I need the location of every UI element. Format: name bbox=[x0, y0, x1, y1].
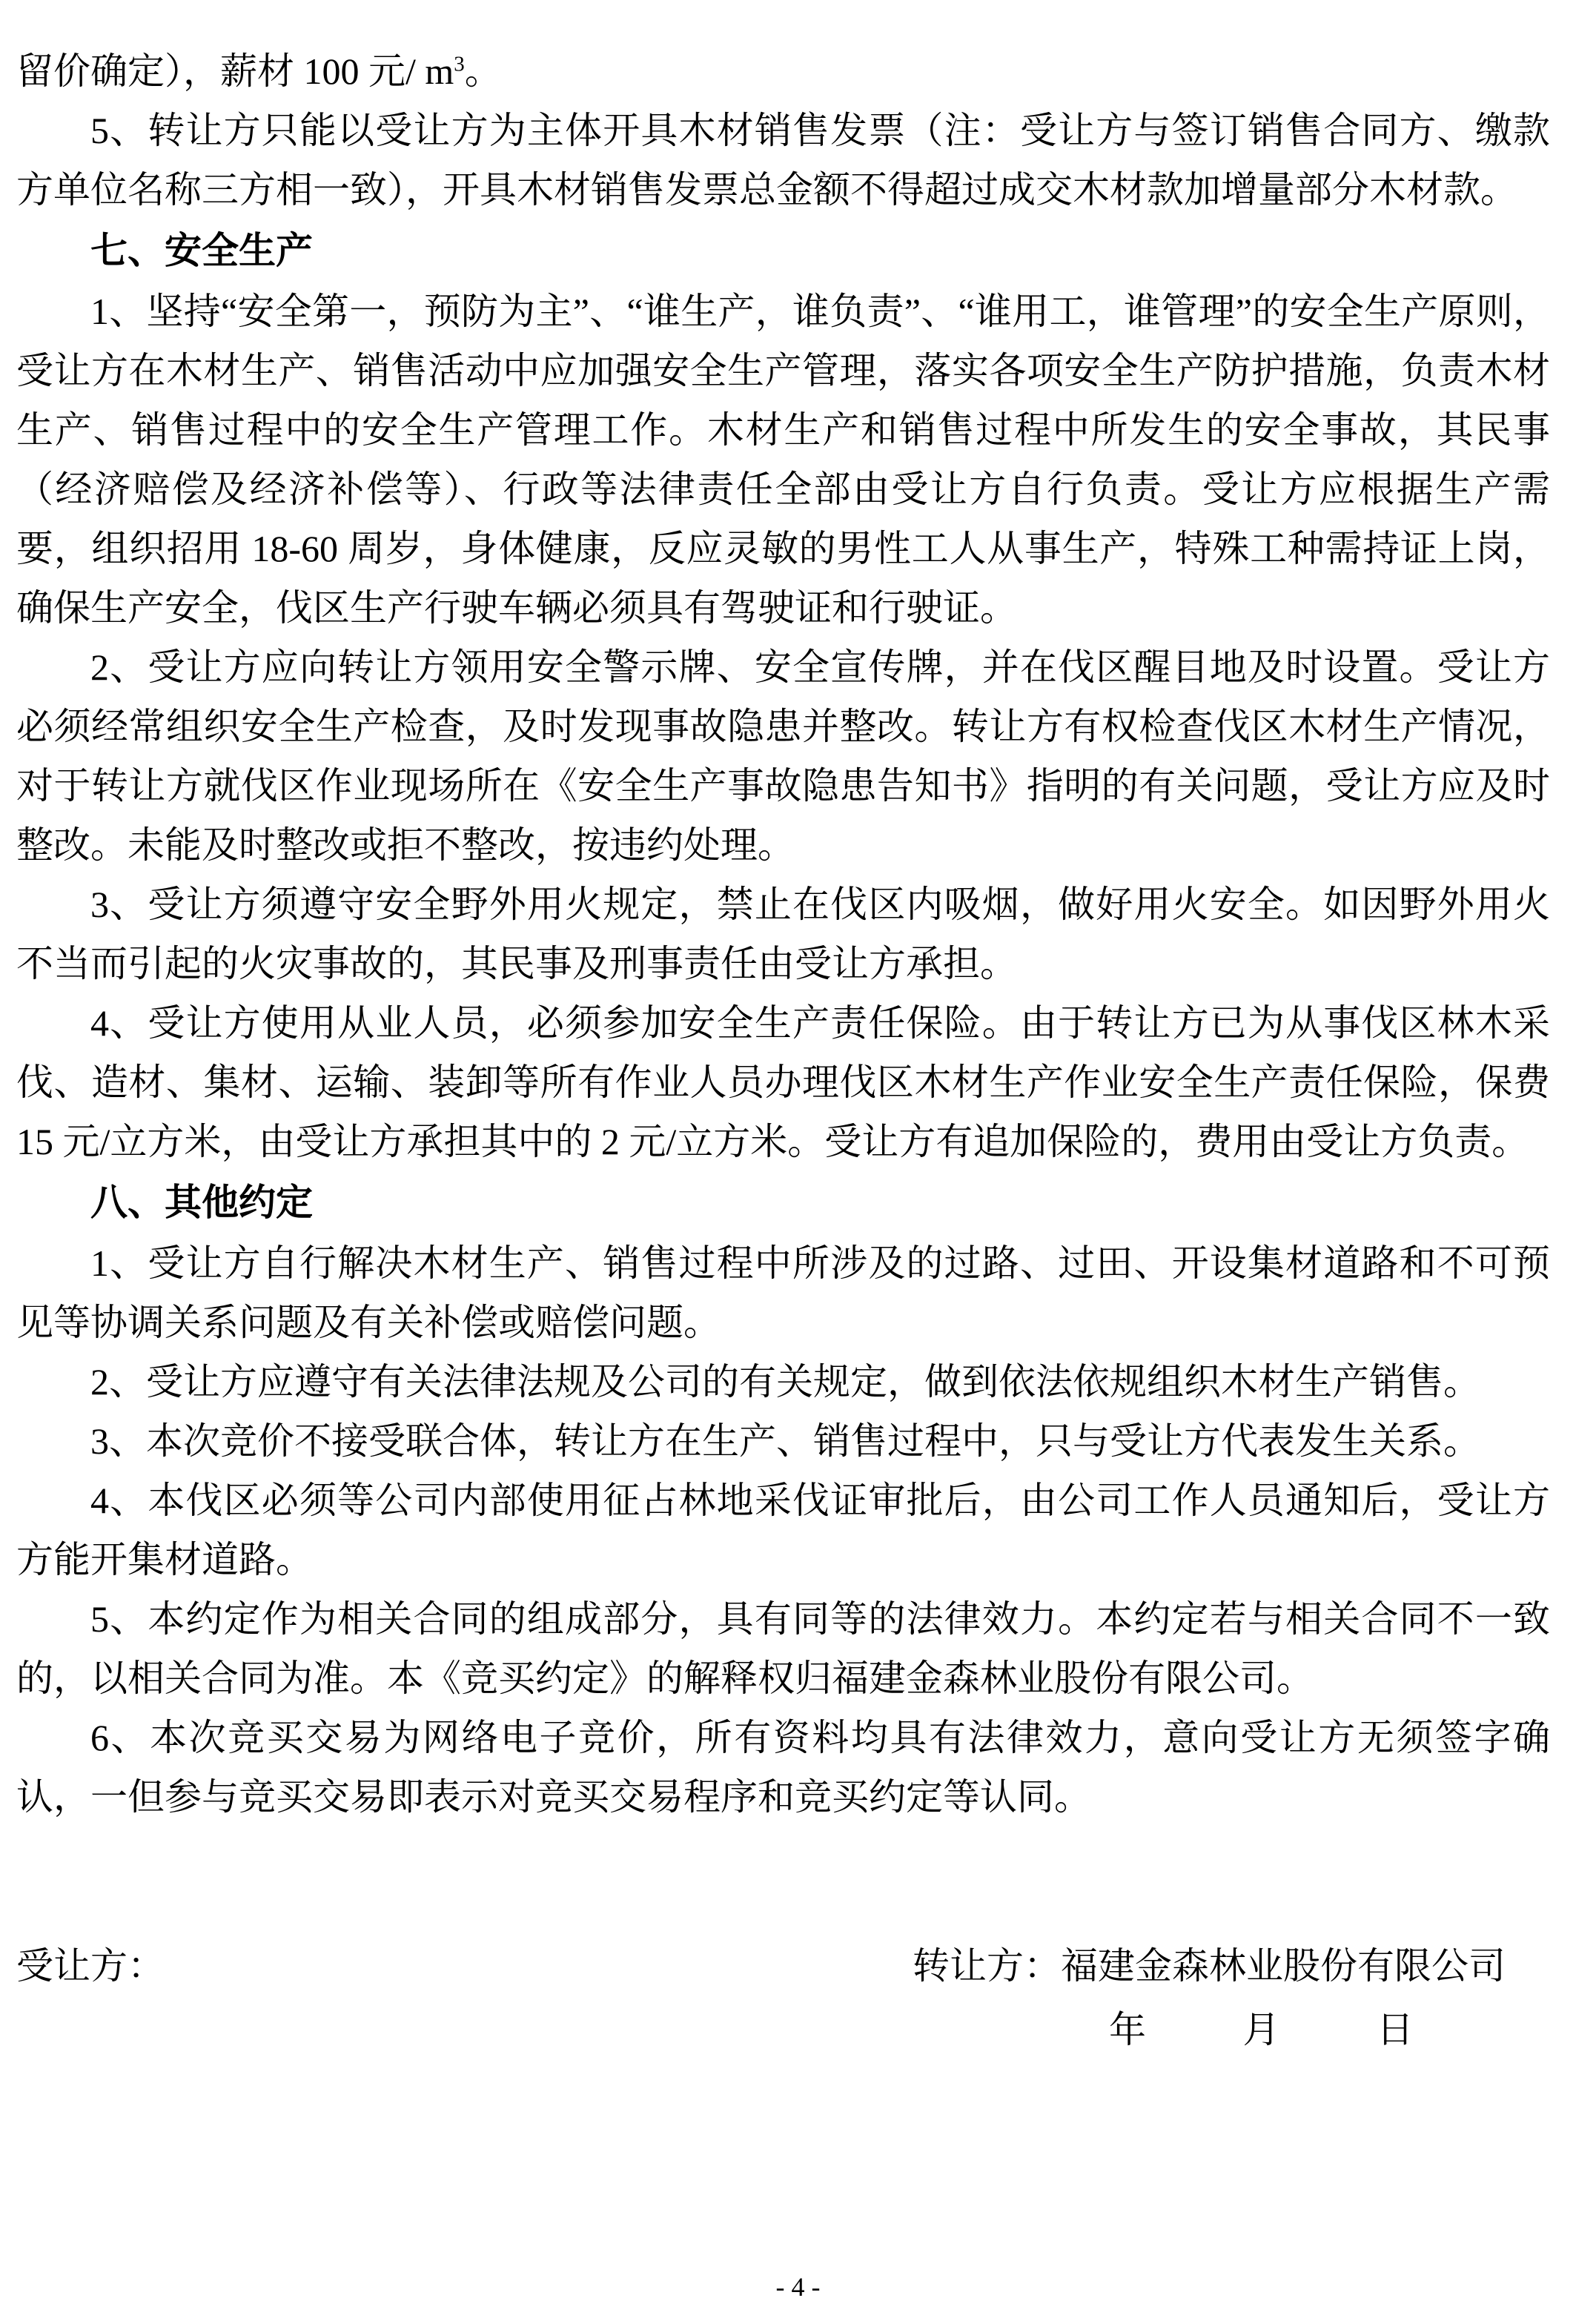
safety-clause-1: 1、坚持“安全第一，预防为主”、“谁生产，谁负责”、“谁用工，谁管理”的安全生产原则，受让方在木材生产、销售活动中应加强安全生产管理，落实各项安全生产防护措施，负责木材生产、销售过程中的安全生产管理工作。木材生产和销售过程中所发生的安全事故，其民事（经济赔偿及经济补偿等）、行政等法律责任全部由受让方自行负责。受让方应根据生产需要，组织招用 18-60 周岁，身体健康，反应灵敏的男性工人从事生产，特殊工种需持证上岗，确保生产安全，伐区生产行驶车辆必须具有驾驶证和行驶证。 bbox=[16, 291, 1550, 629]
clause-invoice: 5、转让方只能以受让方为主体开具木材销售发票（注：受让方与签订销售合同方、缴款方单位名称三方相一致），开具木材销售发票总金额不得超过成交木材款加增量部分木材款。 bbox=[16, 110, 1550, 211]
safety-clause-3: 3、受让方须遵守安全野外用火规定，禁止在伐区内吸烟，做好用火安全。如因野外用火不当而引起的火灾事故的，其民事及刑事责任由受让方承担。 bbox=[16, 884, 1550, 984]
date-day-label: 日 bbox=[1377, 2009, 1414, 2050]
cubic-meter-superscript: 3 bbox=[454, 52, 465, 76]
section-8-heading-other-agreements: 八、其他约定 bbox=[90, 1182, 313, 1223]
safety-clause-4: 4、受让方使用从业人员，必须参加安全生产责任保险。由于转让方已为从事伐区林木采伐、造材、集材、运输、装卸等所有作业人员办理伐区木材生产作业安全生产责任保险，保费 15 元/立方米，由受让方承担其中的 2 元/立方米。受让方有追加保险的，费用由受让方负责。 bbox=[16, 1002, 1550, 1162]
other-clause-5: 5、本约定作为相关合同的组成部分，具有同等的法律效力。本约定若与相关合同不一致的，以相关合同为准。本《竞买约定》的解释权归福建金森林业股份有限公司。 bbox=[16, 1598, 1550, 1699]
other-clause-3: 3、本次竞价不接受联合体，转让方在生产、销售过程中，只与受让方代表发生关系。 bbox=[90, 1420, 1480, 1462]
section-7-heading-safety-production: 七、安全生产 bbox=[90, 230, 313, 271]
other-clause-4: 4、本伐区必须等公司内部使用征占林地采伐证审批后，由公司工作人员通知后，受让方方能开集材道路。 bbox=[16, 1480, 1550, 1580]
transferee-signature-label: 受让方： bbox=[16, 1945, 165, 1987]
page-number: - 4 - bbox=[775, 2272, 821, 2302]
fuel-wood-price-period: 。 bbox=[464, 50, 502, 92]
other-clause-6: 6、本次竞买交易为网络电子竞价，所有资料均具有法律效力，意向受让方无须签字确认，一但参与竞买交易即表示对竞买交易程序和竞买约定等认同。 bbox=[16, 1717, 1550, 1818]
other-clause-1: 1、受让方自行解决木材生产、销售过程中所涉及的过路、过田、开设集材道路和不可预见等协调关系问题及有关补偿或赔偿问题。 bbox=[16, 1242, 1550, 1343]
transferor-signature-label: 转让方：福建金森林业股份有限公司 bbox=[913, 1945, 1506, 1987]
fuel-wood-price-text: 留价确定），薪材 100 元/ m bbox=[16, 50, 454, 92]
paragraph-fuel-wood-price bbox=[16, 42, 1550, 101]
safety-clause-2: 2、受让方应向转让方领用安全警示牌、安全宣传牌，并在伐区醒目地及时设置。受让方必须经常组织安全生产检查，及时发现事故隐患并整改。转让方有权检查伐区木材生产情况，对于转让方就伐区作业现场所在《安全生产事故隐患告知书》指明的有关问题，受让方应及时整改。未能及时整改或拒不整改，按违约处理。 bbox=[16, 646, 1550, 866]
date-year-label: 年 bbox=[1109, 2009, 1146, 2050]
signature-block bbox=[0, 1936, 1596, 1996]
other-clause-2: 2、受让方应遵守有关法律法规及公司的有关规定，做到依法依规组织木材生产销售。 bbox=[90, 1361, 1480, 1403]
date-month-label: 月 bbox=[1242, 2009, 1280, 2050]
signature-date-line bbox=[0, 2000, 1596, 2059]
